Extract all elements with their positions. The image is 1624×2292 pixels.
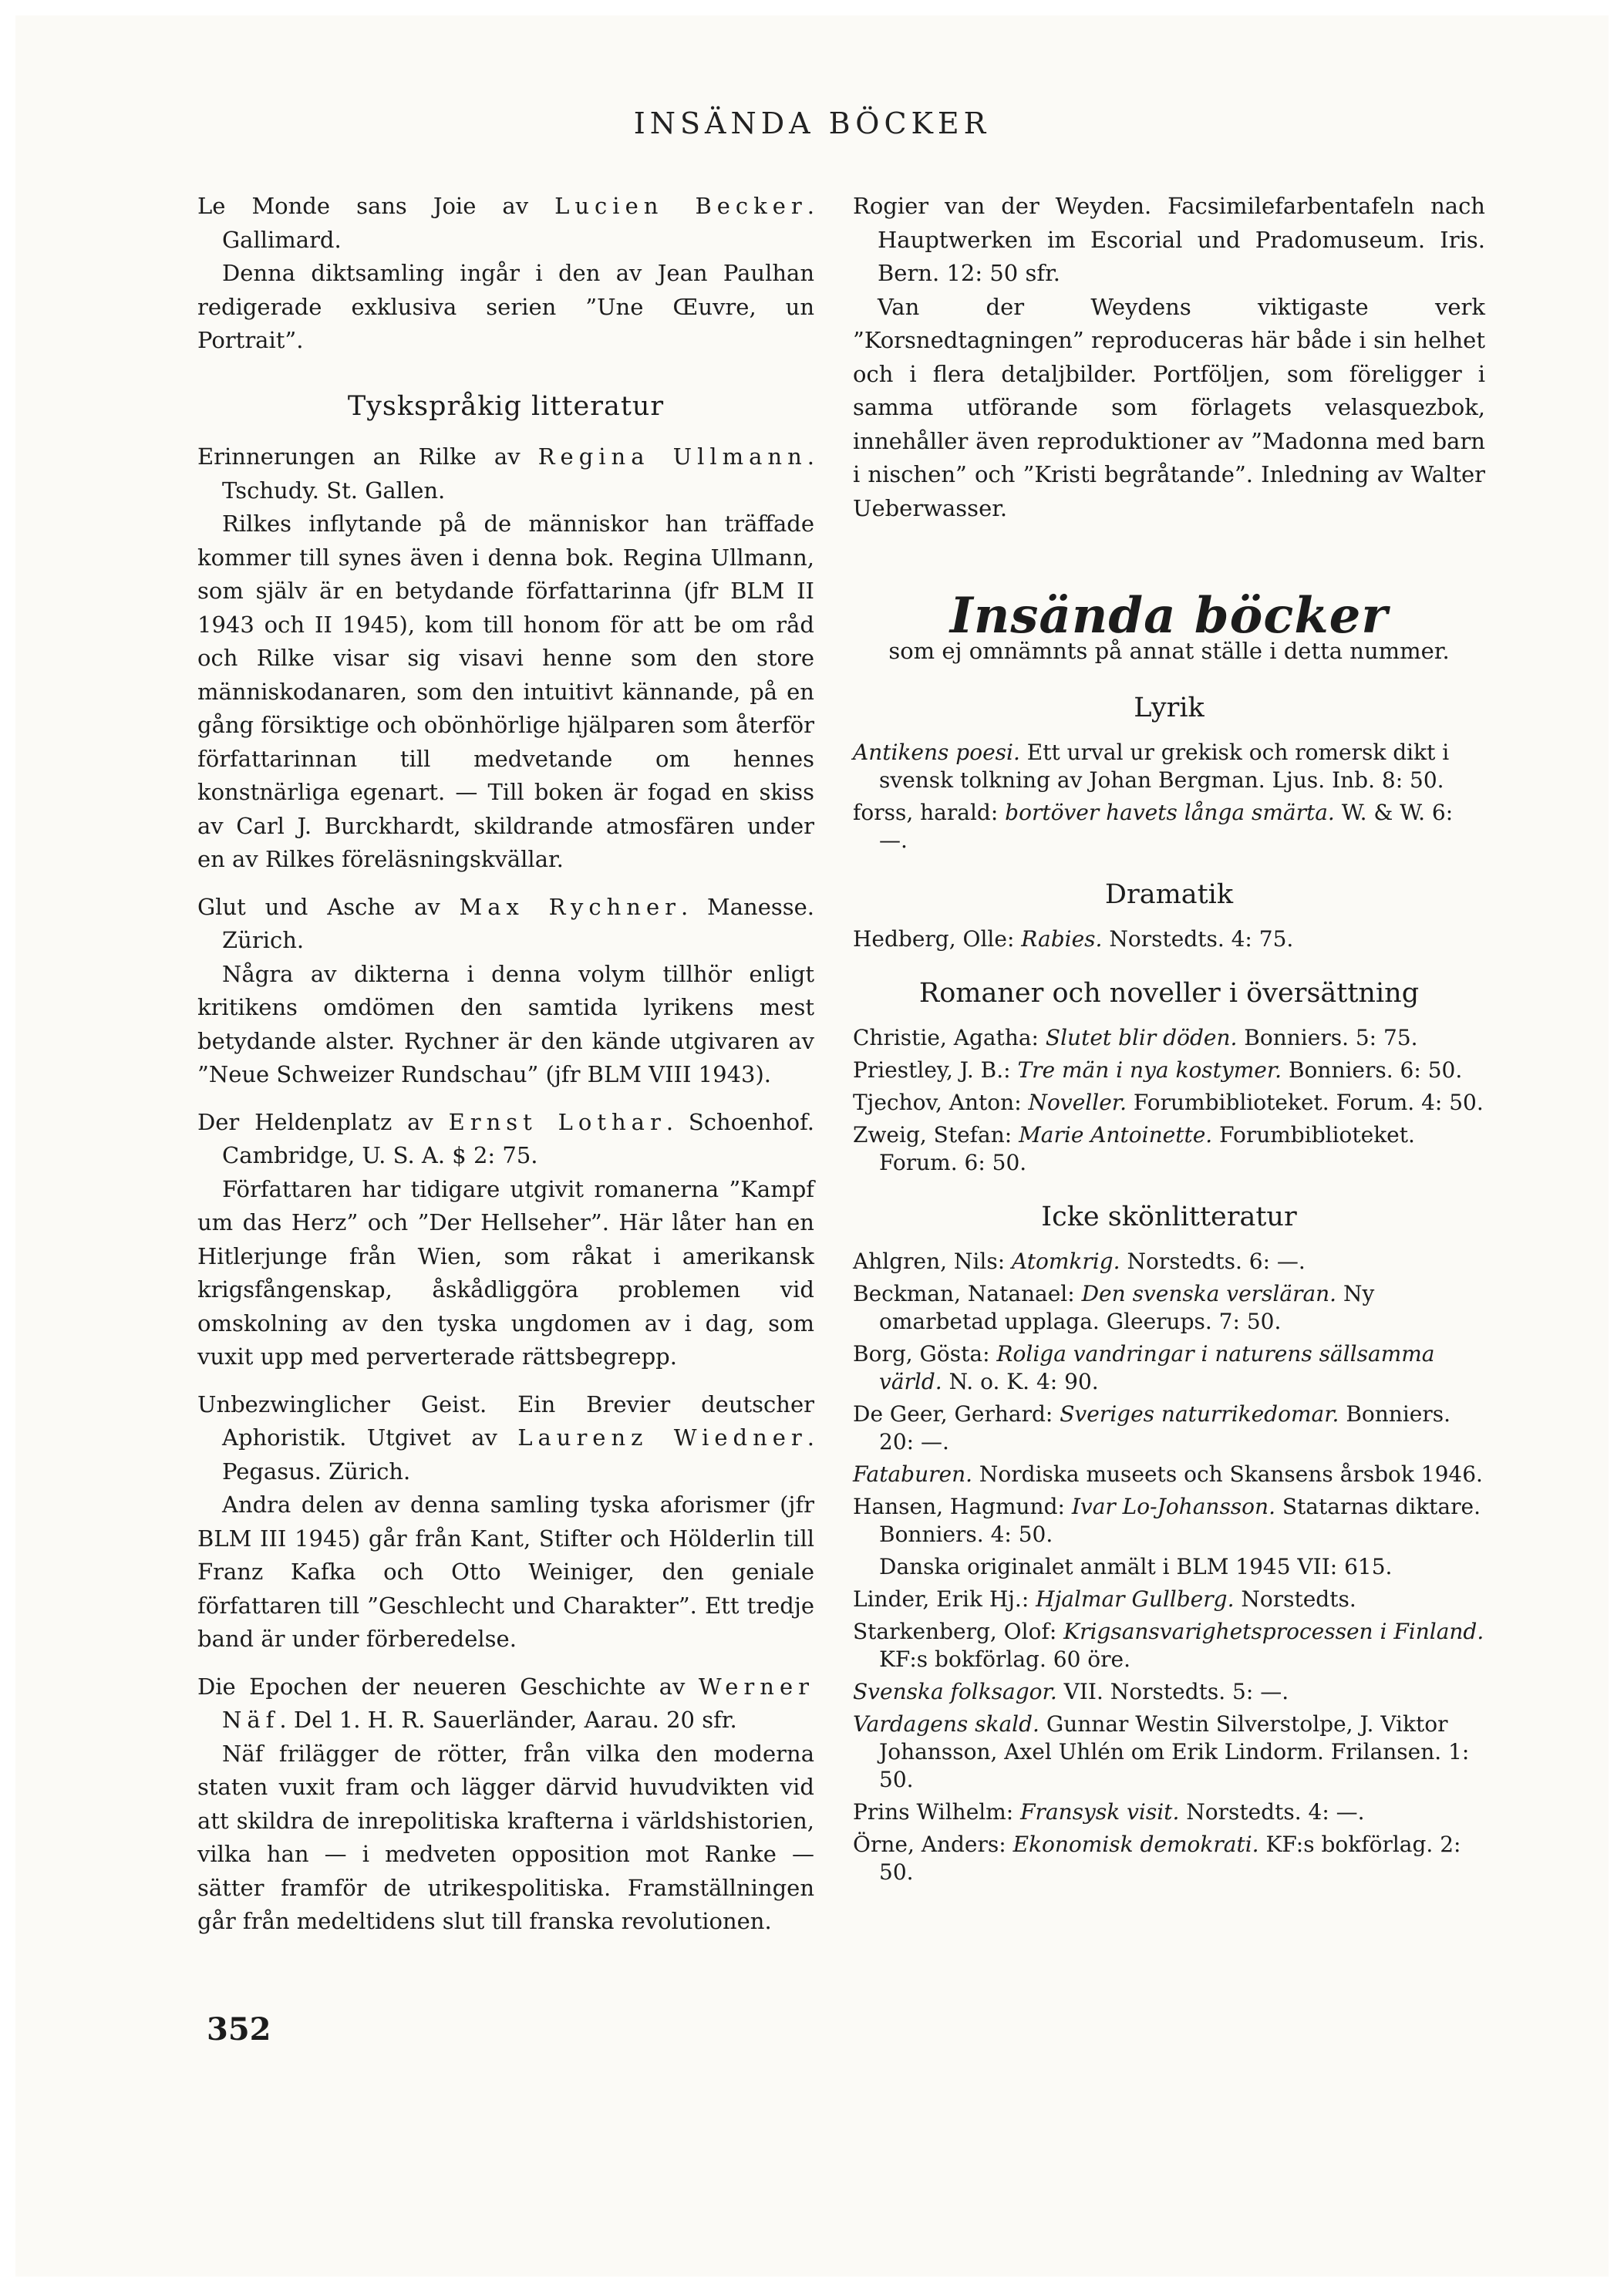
author-name: Werner Näf xyxy=(222,1673,814,1733)
review-entry xyxy=(197,440,814,877)
book-title: Tre män i nya kostymer. xyxy=(1017,1057,1282,1083)
list-item xyxy=(853,1340,1485,1396)
genre-heading: Icke skönlitteratur xyxy=(1041,1202,1297,1232)
book-details: KF:s bokförlag. 60 öre. xyxy=(879,1647,1131,1672)
book-details: Bonniers. 20: —. xyxy=(879,1401,1451,1454)
author-name: De Geer, Gerhard: xyxy=(853,1401,1060,1427)
book-title: Vardagens skald. xyxy=(853,1711,1039,1737)
book-title: Glut und Asche av xyxy=(197,893,460,920)
publisher-info: . Manesse. Zürich. xyxy=(222,893,814,953)
book-details: Nordiska museets och Skansens årsbok 1946. xyxy=(972,1461,1483,1487)
book-title: Atomkrig. xyxy=(1012,1249,1120,1274)
book-title: Der Heldenplatz av xyxy=(197,1108,449,1135)
review-text: Författaren har tidigare utgivit romanerna ”Kampf um das Herz” och ”Der Hellseher”. Här låter han en Hitlerjunge från Wien, som råkat i amerikansk krigsfångenskap, åskådliggöra problemen vid omskolning av den tyska ungdomen av i dag, som vuxit upp med perverterade rättsbegrepp. xyxy=(197,1175,814,1370)
author-name: Hansen, Hagmund: xyxy=(853,1494,1072,1519)
author-name: Lucien Becker xyxy=(554,193,807,219)
list-item xyxy=(853,1798,1485,1826)
author-name: Priestley, J. B.: xyxy=(853,1057,1018,1083)
book-title: Die Epochen der neueren Geschichte av xyxy=(197,1673,699,1700)
publisher-info: . Del 1. H. R. Sauerländer, Aarau. 20 sfr. xyxy=(279,1707,737,1733)
received-books-list xyxy=(853,691,1485,1886)
list-item xyxy=(853,1461,1485,1488)
list-item xyxy=(853,739,1485,794)
book-title: bortöver havets långa smärta. xyxy=(1005,800,1335,825)
author-name: Hedberg, Olle: xyxy=(853,926,1022,952)
book-title: Fransysk visit. xyxy=(1020,1799,1180,1825)
list-item xyxy=(853,1831,1485,1886)
list-item xyxy=(853,1024,1485,1052)
book-title: Rabies. xyxy=(1021,926,1103,952)
book-title: Ivar Lo-Johansson. xyxy=(1071,1494,1275,1519)
list-subtitle: som ej omnämnts på annat ställe i detta nummer. xyxy=(888,637,1450,664)
review-entry xyxy=(853,190,1485,525)
review-entry xyxy=(197,891,814,1092)
author-name: Ernst Lothar xyxy=(448,1108,666,1135)
book-title: Roliga vandringar i naturens sällsamma värld. xyxy=(879,1341,1435,1394)
author-name: Regina Ullmann xyxy=(537,443,807,470)
book-details: Gunnar Westin Silverstolpe, J. Viktor Johansson, Axel Uhlén om Erik Lindorm. Frilansen. 1: 50. xyxy=(879,1711,1470,1792)
book-details: Norstedts. 4: 75. xyxy=(1102,926,1294,952)
book-details: Ett urval ur grekisk och romersk dikt i svensk tolkning av Johan Bergman. Ljus. Inb. 8: 50. xyxy=(879,740,1450,793)
author-name: Linder, Erik Hj.: xyxy=(853,1586,1036,1612)
book-details: Bonniers. 5: 75. xyxy=(1237,1025,1418,1050)
author-name: forss, harald: xyxy=(853,800,1006,825)
genre-heading: Lyrik xyxy=(1134,693,1205,723)
book-details: Norstedts. xyxy=(1234,1586,1356,1612)
page-number: 352 xyxy=(207,2011,271,2048)
list-note: Danska originalet anmält i BLM 1945 VII: 615. xyxy=(879,1554,1393,1579)
book-title: Sveriges naturrikedomar. xyxy=(1060,1401,1339,1427)
review-entry xyxy=(197,1106,814,1374)
review-entry xyxy=(197,190,814,358)
review-text: Några av dikterna i denna volym tillhör enligt kritikens omdömen den samtida lyrikens mest betydande alster. Rychner är den kände utgivaren av ”Neue Schweizer Rundschau” (jfr BLM VIII 1943). xyxy=(197,960,814,1087)
author-name: Örne, Anders: xyxy=(853,1832,1013,1857)
review-entry xyxy=(197,1388,814,1657)
book-details: Norstedts. 6: —. xyxy=(1120,1249,1306,1274)
entry-heading xyxy=(197,1106,814,1173)
author-name: Prins Wilhelm: xyxy=(853,1799,1021,1825)
list-item xyxy=(853,799,1485,854)
book-title: Unbezwinglicher Geist. Ein Brevier deutscher Aphoristik. Utgivet av xyxy=(197,1390,814,1451)
section-title: Tyskspråkig litteratur xyxy=(347,390,665,422)
review-text: Rilkes inflytande på de människor han träffade kommer till synes även i denna bok. Regina Ullmann, som själv är en betydande författarinna (jfr BLM II 1943 och II 1945), kom till honom för att be om råd och Rilke visar sig visavi henne som den store människodanaren, som den intuitivt kännande, på en gång försiktige och obönhörlige hjälparen som återför författarinnan till medvetande om hennes konstnärliga egenart. — Till boken är fogad en skiss av Carl J. Burckhardt, skildrande atmosfären under en av Rilkes föreläsningskvällar. xyxy=(197,511,814,872)
genre-heading: Dramatik xyxy=(1104,879,1234,910)
entry-heading xyxy=(197,891,814,958)
book-title: Slutet blir döden. xyxy=(1045,1025,1238,1050)
book-details: Forumbiblioteket. Forum. 4: 50. xyxy=(1126,1090,1484,1115)
book-title: Hjalmar Gullberg. xyxy=(1036,1586,1235,1612)
list-title: Insända böcker xyxy=(949,587,1389,645)
list-item xyxy=(853,1057,1485,1084)
book-title: Antikens poesi. xyxy=(853,740,1020,765)
book-title: Svenska folksagor. xyxy=(853,1679,1057,1704)
book-details: N. o. K. 4: 90. xyxy=(942,1369,1099,1394)
author-name: Zweig, Stefan: xyxy=(853,1122,1019,1148)
list-item xyxy=(853,1586,1485,1613)
author-name: Christie, Agatha: xyxy=(853,1025,1046,1050)
entry-heading: Rogier van der Weyden. Facsimilefarbentafeln nach Hauptwerken im Escorial und Pradomuseum. Iris. Bern. 12: 50 sfr. xyxy=(853,193,1485,286)
entry-heading xyxy=(197,1670,814,1738)
review-text: Denna diktsamling ingår i den av Jean Paulhan redigerade exklusiva serien ”Une Œuvre, un Portrait”. xyxy=(197,260,814,353)
author-name: Max Rychner xyxy=(459,893,681,920)
list-item xyxy=(853,1711,1485,1794)
book-title: Noveller. xyxy=(1028,1090,1127,1115)
book-details: Statarnas diktare. Bonniers. 4: 50. xyxy=(879,1494,1481,1547)
book-details: VII. Norstedts. 5: —. xyxy=(1056,1679,1289,1704)
right-column xyxy=(853,190,1485,1891)
book-title: Den svenska versläran. xyxy=(1081,1281,1337,1306)
list-item xyxy=(853,1089,1485,1117)
left-column xyxy=(197,190,814,1953)
review-entry xyxy=(197,1670,814,1939)
list-item xyxy=(853,1493,1485,1549)
author-name: Beckman, Natanael: xyxy=(853,1281,1082,1306)
publisher-info: . Pegasus. Zürich. xyxy=(222,1424,814,1485)
list-item xyxy=(853,1400,1485,1456)
list-item xyxy=(853,1678,1485,1706)
publisher-info: . Gallimard. xyxy=(222,193,814,253)
book-title: Ekonomisk demokrati. xyxy=(1012,1832,1259,1857)
book-title: Marie Antoinette. xyxy=(1019,1122,1213,1148)
book-details: Ny omarbetad upplaga. Gleerups. 7: 50. xyxy=(879,1281,1375,1334)
publisher-info: . Schoenhof. Cambridge, U. S. A. $ 2: 75. xyxy=(222,1108,815,1168)
book-details: KF:s bokförlag. 2: 50. xyxy=(879,1832,1461,1885)
author-name: Laurenz Wiedner xyxy=(517,1424,807,1451)
list-item xyxy=(853,1618,1485,1673)
book-details: Forumbiblioteket. Forum. 6: 50. xyxy=(879,1122,1415,1175)
book-title: Erinnerungen an Rilke av xyxy=(197,443,538,470)
review-text: Andra delen av denna samling tyska aforismer (jfr BLM III 1945) går från Kant, Stifter och Hölderlin till Franz Kafka och Otto Weiniger, den geniale författaren till ”Geschlecht und Charakter”. Ett tredje band är under förberedelse. xyxy=(197,1491,814,1652)
list-item xyxy=(853,1280,1485,1336)
author-name: Ahlgren, Nils: xyxy=(853,1249,1012,1274)
entry-heading xyxy=(197,1388,814,1489)
book-title: Krigsansvarighetsprocessen i Finland. xyxy=(1063,1619,1484,1644)
author-name: Starkenberg, Olof: xyxy=(853,1619,1064,1644)
book-details: Bonniers. 6: 50. xyxy=(1282,1057,1463,1083)
review-text: Van der Weydens viktigaste verk ”Korsnedtagningen” reproduceras här både i sin helhet och i flera detaljbilder. Portföljen, som föreligger i samma utförande som förlagets velasquezbok, innehåller även reproduktioner av ”Madonna med barn i nischen” och ”Kristi begråtande”. Inledning av Walter Ueberwasser. xyxy=(853,293,1485,521)
publisher-info: . Tschudy. St. Gallen. xyxy=(222,443,815,504)
running-head: INSÄNDA BÖCKER xyxy=(633,106,991,140)
genre-heading: Romaner och noveller i översättning xyxy=(918,978,1420,1009)
book-details: Norstedts. 4: —. xyxy=(1179,1799,1365,1825)
list-item xyxy=(853,1121,1485,1177)
author-name: Borg, Gösta: xyxy=(853,1341,997,1367)
entry-heading xyxy=(197,440,814,507)
book-title: Fataburen. xyxy=(853,1461,973,1487)
book-title: Le Monde sans Joie av xyxy=(197,193,555,219)
entry-heading xyxy=(197,190,814,257)
review-text: Näf frilägger de rötter, från vilka den moderna staten vuxit fram och lägger därvid huvudvikten vid att skildra de inrepolitiska krafterna i världshistorien, vilka han — i medveten opposition mot Ranke — sätter framför de utrikespolitiska. Framställningen går från medeltidens slut till franska revolutionen. xyxy=(197,1740,814,1934)
list-item xyxy=(853,925,1485,953)
list-item xyxy=(853,1248,1485,1276)
author-name: Tjechov, Anton: xyxy=(853,1090,1029,1115)
book-details: W. & W. 6: —. xyxy=(879,800,1454,853)
